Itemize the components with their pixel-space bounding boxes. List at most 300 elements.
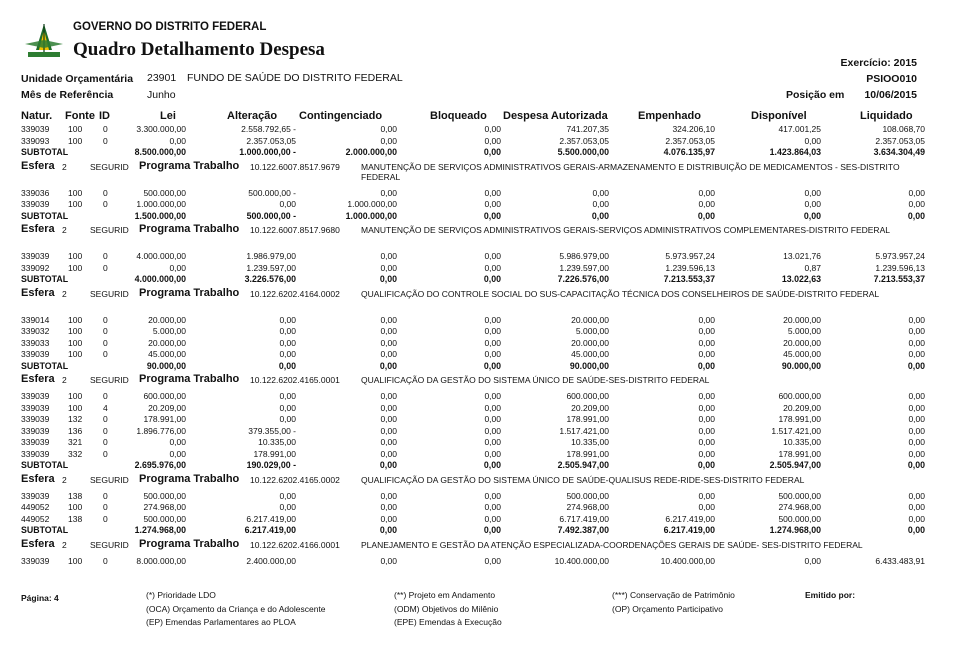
cell-fonte: 100 bbox=[68, 262, 83, 273]
cell-contingenciado: 0,00 bbox=[380, 135, 397, 146]
cell-empenhado: 0,00 bbox=[698, 199, 715, 209]
cell-id: 4 bbox=[103, 402, 108, 413]
col-bloqueado: Bloqueado bbox=[430, 110, 487, 122]
cell-bloqueado: 0,00 bbox=[484, 187, 501, 198]
esfera-label: Esfera bbox=[21, 373, 55, 385]
cell-id: 0 bbox=[103, 251, 108, 261]
cell-id: 0 bbox=[103, 437, 108, 447]
cell-disponivel: 0,00 bbox=[804, 199, 821, 209]
cell-id: 0 bbox=[103, 199, 108, 209]
cell-contingenciado: 0,00 bbox=[380, 414, 397, 424]
esfera-number: 2 bbox=[62, 288, 67, 299]
cell-lei: 45.000,00 bbox=[148, 349, 186, 359]
seguridade: SEGURID bbox=[90, 474, 129, 485]
cell-fonte: 100 bbox=[68, 502, 83, 512]
cell-empenhado: 0,00 bbox=[698, 402, 715, 413]
programa-code: 10.122.6202.4165.0002 bbox=[250, 474, 340, 485]
cell-id: 0 bbox=[103, 262, 108, 273]
unidade-name: FUNDO DE SAÚDE DO DISTRITO FEDERAL bbox=[187, 72, 403, 84]
esfera-number: 2 bbox=[62, 161, 67, 172]
cell-bloqueado: 0,00 bbox=[484, 326, 501, 336]
esfera-number: 2 bbox=[62, 375, 67, 385]
cell-natur: 339039 bbox=[21, 199, 50, 209]
subtotal-disponivel: 0,00 bbox=[803, 210, 821, 221]
seguridade: SEGURID bbox=[90, 288, 129, 299]
subtotal-liquidado: 0,00 bbox=[907, 525, 925, 535]
subtotal-row bbox=[0, 525, 964, 537]
esfera-number: 2 bbox=[62, 225, 67, 235]
cell-alteracao: 500.000,00 - bbox=[248, 187, 296, 198]
cell-despesa-autorizada: 500.000,00 bbox=[566, 490, 609, 501]
report-code: PSIOO010 bbox=[866, 73, 917, 85]
cell-fonte: 100 bbox=[68, 555, 83, 566]
subtotal-empenhado: 0,00 bbox=[697, 360, 715, 371]
cell-contingenciado: 0,00 bbox=[380, 262, 397, 273]
table-row bbox=[0, 449, 964, 461]
cell-alteracao: 0,00 bbox=[279, 402, 296, 413]
page-number: Página: 4 bbox=[21, 593, 59, 603]
cell-liquidado: 0,00 bbox=[908, 391, 925, 401]
col-natur: Natur. bbox=[21, 110, 53, 122]
cell-lei: 178.991,00 bbox=[143, 414, 186, 424]
cell-alteracao: 0,00 bbox=[279, 326, 296, 336]
cell-despesa-autorizada: 20.000,00 bbox=[571, 337, 609, 348]
table-row bbox=[0, 437, 964, 449]
cell-fonte: 100 bbox=[68, 402, 83, 413]
page-title: Quadro Detalhamento Despesa bbox=[73, 39, 325, 60]
cell-disponivel: 0,00 bbox=[804, 135, 821, 146]
subtotal-contingenciado: 2.000.000,00 bbox=[345, 147, 397, 157]
subtotal-alteracao: 3.226.576,00 bbox=[244, 274, 296, 284]
subtotal-row bbox=[0, 147, 964, 159]
cell-despesa-autorizada: 2.357.053,05 bbox=[559, 135, 609, 146]
legend-item: (**) Projeto em Andamento bbox=[394, 590, 496, 600]
cell-bloqueado: 0,00 bbox=[484, 437, 501, 447]
cell-contingenciado: 0,00 bbox=[380, 326, 397, 336]
subtotal-bloqueado: 0,00 bbox=[483, 147, 501, 157]
cell-empenhado: 6.217.419,00 bbox=[665, 513, 715, 524]
table-row bbox=[0, 403, 964, 415]
table-row bbox=[0, 315, 964, 327]
cell-id: 0 bbox=[103, 326, 108, 336]
cell-alteracao: 0,00 bbox=[279, 391, 296, 401]
cell-empenhado: 0,00 bbox=[698, 414, 715, 424]
cell-alteracao: 379.355,00 - bbox=[248, 425, 296, 436]
cell-disponivel: 5.000,00 bbox=[787, 326, 821, 336]
cell-natur: 339039 bbox=[21, 402, 50, 413]
cell-fonte: 100 bbox=[68, 349, 83, 359]
cell-alteracao: 1.986.979,00 bbox=[246, 251, 296, 261]
subtotal-liquidado: 0,00 bbox=[907, 360, 925, 371]
legend-item: (EP) Emendas Parlamentares ao PLOA bbox=[146, 617, 296, 627]
cell-despesa-autorizada: 5.986.979,00 bbox=[559, 251, 609, 261]
subtotal-lei: 8.500.000,00 bbox=[134, 147, 186, 157]
cell-bloqueado: 0,00 bbox=[484, 349, 501, 359]
table-row bbox=[0, 349, 964, 361]
col-liquidado: Liquidado bbox=[860, 110, 913, 122]
cell-despesa-autorizada: 5.000,00 bbox=[575, 326, 609, 336]
cell-despesa-autorizada: 0,00 bbox=[592, 199, 609, 209]
programa-label: Programa Trabalho bbox=[139, 159, 240, 172]
cell-alteracao: 10.335,00 bbox=[258, 437, 296, 447]
cell-bloqueado: 0,00 bbox=[484, 513, 501, 524]
subtotal-disponivel: 1.423.864,03 bbox=[769, 147, 821, 157]
cell-contingenciado: 0,00 bbox=[380, 187, 397, 198]
subtotal-contingenciado: 1.000.000,00 bbox=[345, 210, 397, 221]
subtotal-despesa-autorizada: 7.492.387,00 bbox=[557, 525, 609, 535]
table-row bbox=[0, 136, 964, 148]
cell-lei: 500.000,00 bbox=[143, 490, 186, 501]
esfera-label: Esfera bbox=[21, 472, 55, 485]
programa-code: 10.122.6007.8517.9680 bbox=[250, 225, 340, 235]
unidade-label: Unidade Orçamentária bbox=[21, 73, 134, 85]
cell-lei: 274.968,00 bbox=[143, 502, 186, 512]
cell-natur: 339039 bbox=[21, 124, 50, 134]
cell-contingenciado: 0,00 bbox=[380, 425, 397, 436]
cell-despesa-autorizada: 600.000,00 bbox=[566, 391, 609, 401]
cell-natur: 339014 bbox=[21, 314, 50, 325]
programa-description: QUALIFICAÇÃO DA GESTÃO DO SISTEMA ÚNICO DE SAÚDE-SES-DISTRITO FEDERAL bbox=[361, 375, 710, 385]
cell-natur: 339039 bbox=[21, 349, 50, 359]
cell-liquidado: 0,00 bbox=[908, 490, 925, 501]
subtotal-empenhado: 0,00 bbox=[697, 210, 715, 221]
cell-empenhado: 0,00 bbox=[698, 314, 715, 325]
cell-disponivel: 0,00 bbox=[804, 187, 821, 198]
cell-natur: 449052 bbox=[21, 502, 50, 512]
table-row bbox=[0, 426, 964, 438]
mes-label: Mês de Referência bbox=[21, 89, 114, 101]
subtotal-label: SUBTOTAL bbox=[21, 360, 69, 371]
cell-disponivel: 10.335,00 bbox=[783, 437, 821, 447]
cell-disponivel: 178.991,00 bbox=[778, 448, 821, 459]
cell-empenhado: 1.239.596,13 bbox=[665, 262, 715, 273]
subtotal-liquidado: 7.213.553,37 bbox=[873, 274, 925, 284]
subtotal-alteracao: 6.217.419,00 bbox=[244, 525, 296, 535]
cell-contingenciado: 0,00 bbox=[380, 402, 397, 413]
cell-fonte: 138 bbox=[68, 513, 83, 524]
subtotal-label: SUBTOTAL bbox=[21, 525, 69, 535]
cell-disponivel: 600.000,00 bbox=[778, 391, 821, 401]
cell-disponivel: 20.000,00 bbox=[783, 314, 821, 325]
legend-item: (OCA) Orçamento da Criança e do Adolescente bbox=[146, 604, 326, 614]
programa-label: Programa Trabalho bbox=[139, 472, 240, 485]
subtotal-despesa-autorizada: 2.505.947,00 bbox=[557, 460, 609, 470]
cell-bloqueado: 0,00 bbox=[484, 251, 501, 261]
cell-alteracao: 178.991,00 bbox=[253, 448, 296, 459]
cell-empenhado: 0,00 bbox=[698, 337, 715, 348]
legend-item: (***) Conservação de Patrimônio bbox=[612, 590, 735, 600]
cell-natur: 339036 bbox=[21, 187, 50, 198]
cell-liquidado: 0,00 bbox=[908, 502, 925, 512]
cell-contingenciado: 0,00 bbox=[380, 337, 397, 348]
cell-natur: 339092 bbox=[21, 262, 50, 273]
programa-description: MANUTENÇÃO DE SERVIÇOS ADMINISTRATIVOS GERAIS-SERVIÇOS ADMINISTRATIVOS COMPLEMENTARES-DISTRITO FEDERAL bbox=[361, 225, 890, 235]
cell-contingenciado: 0,00 bbox=[380, 391, 397, 401]
cell-disponivel: 1.517.421,00 bbox=[771, 425, 821, 436]
programa-label: Programa Trabalho bbox=[139, 223, 240, 235]
subtotal-alteracao: 0,00 bbox=[278, 360, 296, 371]
table-row bbox=[0, 251, 964, 263]
cell-lei: 8.000.000,00 bbox=[136, 555, 186, 566]
cell-natur: 339039 bbox=[21, 414, 50, 424]
legend-item: (*) Prioridade LDO bbox=[146, 590, 216, 600]
cell-natur: 339033 bbox=[21, 337, 50, 348]
exercicio: Exercício: 2015 bbox=[840, 57, 917, 69]
cell-despesa-autorizada: 20.209,00 bbox=[571, 402, 609, 413]
cell-despesa-autorizada: 741.207,35 bbox=[566, 124, 609, 134]
cell-natur: 339039 bbox=[21, 425, 50, 436]
unidade-code: 23901 bbox=[147, 72, 177, 84]
cell-natur: 339032 bbox=[21, 326, 50, 336]
cell-liquidado: 0,00 bbox=[908, 402, 925, 413]
cell-liquidado: 0,00 bbox=[908, 349, 925, 359]
cell-despesa-autorizada: 20.000,00 bbox=[571, 314, 609, 325]
cell-fonte: 100 bbox=[68, 187, 83, 198]
cell-empenhado: 0,00 bbox=[698, 391, 715, 401]
subtotal-empenhado: 0,00 bbox=[697, 460, 715, 470]
subtotal-contingenciado: 0,00 bbox=[379, 460, 397, 470]
cell-alteracao: 1.239.597,00 bbox=[246, 262, 296, 273]
cell-disponivel: 20.000,00 bbox=[783, 337, 821, 348]
subtotal-row bbox=[0, 274, 964, 286]
table-row bbox=[0, 514, 964, 526]
col-disponivel: Disponível bbox=[751, 110, 807, 122]
cell-liquidado: 0,00 bbox=[908, 448, 925, 459]
cell-lei: 5.000,00 bbox=[152, 326, 186, 336]
cell-contingenciado: 1.000.000,00 bbox=[347, 199, 397, 209]
subtotal-liquidado: 3.634.304,49 bbox=[873, 147, 925, 157]
subtotal-lei: 4.000.000,00 bbox=[134, 274, 186, 284]
col-fonte: Fonte bbox=[65, 110, 95, 122]
subtotal-contingenciado: 0,00 bbox=[379, 360, 397, 371]
cell-natur: 339039 bbox=[21, 448, 50, 459]
subtotal-disponivel: 90.000,00 bbox=[781, 360, 821, 371]
col-id: ID bbox=[99, 110, 110, 122]
table-row bbox=[0, 491, 964, 503]
subtotal-bloqueado: 0,00 bbox=[483, 360, 501, 371]
cell-id: 0 bbox=[103, 448, 108, 459]
col-empenhado: Empenhado bbox=[638, 110, 701, 122]
cell-lei: 20.000,00 bbox=[148, 337, 186, 348]
programa-code: 10.122.6007.8517.9679 bbox=[250, 161, 340, 172]
cell-despesa-autorizada: 178.991,00 bbox=[566, 414, 609, 424]
mes-value: Junho bbox=[147, 89, 176, 101]
programa-description: QUALIFICAÇÃO DA GESTÃO DO SISTEMA ÚNICO DE SAÚDE-QUALISUS REDE-RIDE-SES-DISTRITO FEDERAL bbox=[361, 474, 805, 485]
cell-bloqueado: 0,00 bbox=[484, 314, 501, 325]
col-lei: Lei bbox=[160, 110, 176, 122]
programa-code: 10.122.6202.4165.0001 bbox=[250, 375, 340, 385]
esfera-label: Esfera bbox=[21, 537, 55, 550]
subtotal-label: SUBTOTAL bbox=[21, 274, 69, 284]
subtotal-disponivel: 13.022,63 bbox=[781, 274, 821, 284]
cell-lei: 20.209,00 bbox=[148, 402, 186, 413]
cell-id: 0 bbox=[103, 555, 108, 566]
cell-contingenciado: 0,00 bbox=[380, 124, 397, 134]
cell-lei: 0,00 bbox=[169, 437, 186, 447]
posicao-label: Posição em bbox=[786, 89, 845, 101]
subtotal-disponivel: 2.505.947,00 bbox=[769, 460, 821, 470]
cell-bloqueado: 0,00 bbox=[484, 555, 501, 566]
cell-bloqueado: 0,00 bbox=[484, 199, 501, 209]
seguridade: SEGURID bbox=[90, 161, 129, 172]
cell-empenhado: 0,00 bbox=[698, 349, 715, 359]
cell-alteracao: 0,00 bbox=[279, 199, 296, 209]
cell-fonte: 100 bbox=[68, 314, 83, 325]
cell-fonte: 100 bbox=[68, 326, 83, 336]
cell-bloqueado: 0,00 bbox=[484, 402, 501, 413]
cell-empenhado: 324.206,10 bbox=[672, 124, 715, 134]
cell-contingenciado: 0,00 bbox=[380, 448, 397, 459]
cell-id: 0 bbox=[103, 502, 108, 512]
table-row bbox=[0, 502, 964, 514]
esfera-number: 2 bbox=[62, 539, 67, 550]
cell-liquidado: 0,00 bbox=[908, 326, 925, 336]
cell-lei: 0,00 bbox=[169, 448, 186, 459]
col-contingenciado: Contingenciado bbox=[299, 110, 383, 122]
cell-contingenciado: 0,00 bbox=[380, 513, 397, 524]
cell-empenhado: 0,00 bbox=[698, 425, 715, 436]
cell-lei: 1.896.776,00 bbox=[136, 425, 186, 436]
subtotal-contingenciado: 0,00 bbox=[379, 274, 397, 284]
emitido-por: Emitido por: bbox=[805, 590, 856, 600]
cell-bloqueado: 0,00 bbox=[484, 425, 501, 436]
legend-item: (ODM) Objetivos do Milênio bbox=[394, 604, 499, 614]
cell-disponivel: 13.021,76 bbox=[783, 251, 821, 261]
subtotal-row bbox=[0, 361, 964, 373]
cell-liquidado: 1.239.596,13 bbox=[875, 262, 925, 273]
cell-alteracao: 0,00 bbox=[279, 502, 296, 512]
cell-contingenciado: 0,00 bbox=[380, 502, 397, 512]
cell-disponivel: 45.000,00 bbox=[783, 349, 821, 359]
cell-liquidado: 0,00 bbox=[908, 187, 925, 198]
cell-despesa-autorizada: 0,00 bbox=[592, 187, 609, 198]
table-row bbox=[0, 326, 964, 338]
subtotal-contingenciado: 0,00 bbox=[379, 525, 397, 535]
subtotal-empenhado: 6.217.419,00 bbox=[663, 525, 715, 535]
seguridade: SEGURID bbox=[90, 225, 129, 235]
cell-fonte: 136 bbox=[68, 425, 83, 436]
cell-lei: 1.000.000,00 bbox=[136, 199, 186, 209]
cell-liquidado: 0,00 bbox=[908, 425, 925, 436]
cell-liquidado: 2.357.053,05 bbox=[875, 135, 925, 146]
subtotal-label: SUBTOTAL bbox=[21, 147, 69, 157]
cell-contingenciado: 0,00 bbox=[380, 251, 397, 261]
cell-natur: 339039 bbox=[21, 391, 50, 401]
programa-label: Programa Trabalho bbox=[139, 373, 240, 385]
cell-despesa-autorizada: 45.000,00 bbox=[571, 349, 609, 359]
cell-disponivel: 178.991,00 bbox=[778, 414, 821, 424]
cell-fonte: 321 bbox=[68, 437, 83, 447]
legend-item: (EPE) Emendas à Execução bbox=[394, 617, 502, 627]
cell-fonte: 132 bbox=[68, 414, 83, 424]
cell-empenhado: 0,00 bbox=[698, 437, 715, 447]
subtotal-bloqueado: 0,00 bbox=[483, 274, 501, 284]
cell-alteracao: 2.400.000,00 bbox=[246, 555, 296, 566]
cell-natur: 339039 bbox=[21, 251, 50, 261]
cell-disponivel: 0,87 bbox=[804, 262, 821, 273]
cell-despesa-autorizada: 274.968,00 bbox=[566, 502, 609, 512]
cell-bloqueado: 0,00 bbox=[484, 490, 501, 501]
subtotal-bloqueado: 0,00 bbox=[483, 525, 501, 535]
cell-empenhado: 10.400.000,00 bbox=[660, 555, 715, 566]
cell-despesa-autorizada: 1.239.597,00 bbox=[559, 262, 609, 273]
programa-description: PLANEJAMENTO E GESTÃO DA ATENÇÃO ESPECIALIZADA-COORDENAÇÕES GERAIS DE SAÚDE- SES-DISTRITO FEDERAL bbox=[361, 539, 863, 550]
cell-liquidado: 0,00 bbox=[908, 199, 925, 209]
subtotal-despesa-autorizada: 90.000,00 bbox=[569, 360, 609, 371]
subtotal-label: SUBTOTAL bbox=[21, 460, 69, 470]
subtotal-lei: 1.500.000,00 bbox=[134, 210, 186, 221]
cell-liquidado: 108.068,70 bbox=[882, 124, 925, 134]
cell-id: 0 bbox=[103, 490, 108, 501]
cell-bloqueado: 0,00 bbox=[484, 448, 501, 459]
cell-lei: 0,00 bbox=[169, 135, 186, 146]
cell-empenhado: 5.973.957,24 bbox=[665, 251, 715, 261]
subtotal-row bbox=[0, 211, 964, 223]
cell-alteracao: 0,00 bbox=[279, 414, 296, 424]
subtotal-bloqueado: 0,00 bbox=[483, 460, 501, 470]
cell-empenhado: 0,00 bbox=[698, 502, 715, 512]
cell-lei: 500.000,00 bbox=[143, 513, 186, 524]
subtotal-lei: 90.000,00 bbox=[146, 360, 186, 371]
cell-id: 0 bbox=[103, 349, 108, 359]
cell-empenhado: 0,00 bbox=[698, 490, 715, 501]
cell-lei: 4.000.000,00 bbox=[136, 251, 186, 261]
seguridade: SEGURID bbox=[90, 375, 129, 385]
cell-fonte: 100 bbox=[68, 135, 83, 146]
cell-natur: 449052 bbox=[21, 513, 50, 524]
subtotal-alteracao: 500.000,00 - bbox=[246, 210, 296, 221]
cell-id: 0 bbox=[103, 414, 108, 424]
subtotal-liquidado: 0,00 bbox=[907, 460, 925, 470]
cell-despesa-autorizada: 10.335,00 bbox=[571, 437, 609, 447]
subtotal-label: SUBTOTAL bbox=[21, 210, 69, 221]
cell-alteracao: 2.357.053,05 bbox=[246, 135, 296, 146]
cell-empenhado: 0,00 bbox=[698, 326, 715, 336]
subtotal-despesa-autorizada: 0,00 bbox=[591, 210, 609, 221]
cell-lei: 0,00 bbox=[169, 262, 186, 273]
table-row bbox=[0, 391, 964, 403]
cell-disponivel: 20.209,00 bbox=[783, 402, 821, 413]
esfera-label: Esfera bbox=[21, 159, 55, 172]
cell-id: 0 bbox=[103, 391, 108, 401]
subtotal-lei: 1.274.968,00 bbox=[134, 525, 186, 535]
programa-label: Programa Trabalho bbox=[139, 537, 240, 550]
col-despesa-autorizada: Despesa Autorizada bbox=[503, 110, 608, 122]
cell-disponivel: 500.000,00 bbox=[778, 490, 821, 501]
cell-fonte: 100 bbox=[68, 199, 83, 209]
cell-bloqueado: 0,00 bbox=[484, 337, 501, 348]
subtotal-bloqueado: 0,00 bbox=[483, 210, 501, 221]
cell-liquidado: 0,00 bbox=[908, 314, 925, 325]
cell-contingenciado: 0,00 bbox=[380, 314, 397, 325]
cell-natur: 339039 bbox=[21, 437, 50, 447]
esfera-number: 2 bbox=[62, 474, 67, 485]
cell-liquidado: 0,00 bbox=[908, 414, 925, 424]
cell-natur: 339039 bbox=[21, 490, 50, 501]
subtotal-empenhado: 7.213.553,37 bbox=[663, 274, 715, 284]
cell-bloqueado: 0,00 bbox=[484, 262, 501, 273]
table-row bbox=[0, 263, 964, 275]
cell-bloqueado: 0,00 bbox=[484, 391, 501, 401]
cell-bloqueado: 0,00 bbox=[484, 135, 501, 146]
esfera-label: Esfera bbox=[21, 286, 55, 299]
subtotal-alteracao: 190.029,00 - bbox=[246, 460, 296, 470]
cell-liquidado: 0,00 bbox=[908, 437, 925, 447]
table-row bbox=[0, 199, 964, 211]
cell-empenhado: 0,00 bbox=[698, 187, 715, 198]
cell-liquidado: 0,00 bbox=[908, 513, 925, 524]
cell-id: 0 bbox=[103, 425, 108, 436]
